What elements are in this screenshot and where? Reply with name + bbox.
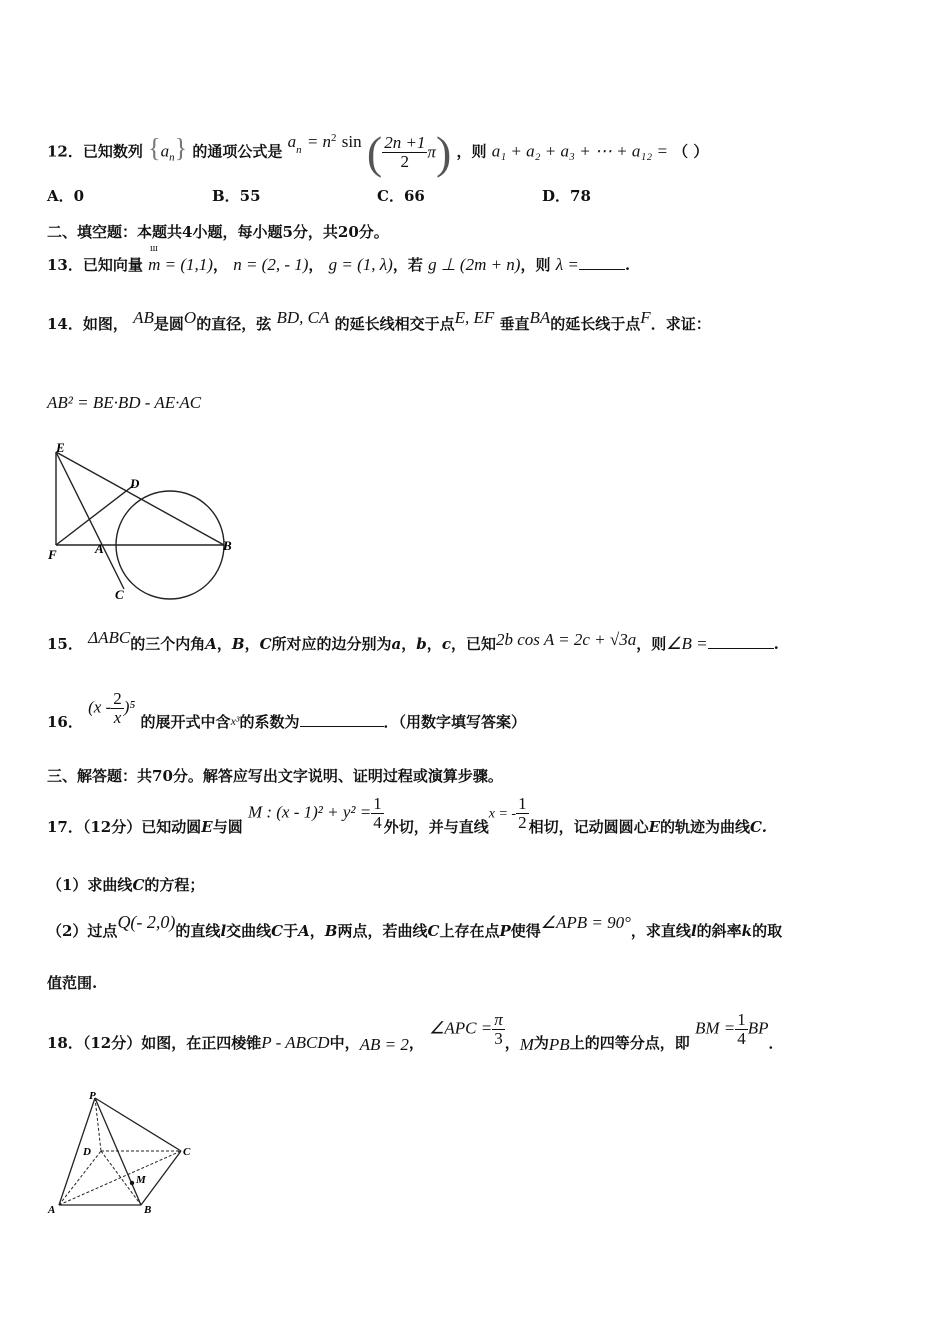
fig-label-c: C	[115, 587, 124, 602]
q12-text-3: ，则	[456, 142, 487, 161]
q16-line: 16． (x - $\frac{2}{x}$ )⁵ 的展开式中含$_{x^3}$的系数为 ．（用数字填写答案）	[47, 689, 527, 731]
angle-apb: ∠APB = 90°	[540, 913, 631, 932]
point-e: E, EF	[454, 308, 495, 327]
proof-statement: AB² = BE·BD - AE·AC	[47, 393, 202, 412]
fig-label-a: A	[48, 1204, 56, 1216]
option-b: B．55	[212, 187, 261, 205]
q18-line: 18．（12分）如图，在正四棱锥P - ABCD中，AB = 2， ∠APC = $\frac{\pi}{3}$ ，M为PB上的四等分点，即 BM = $\frac{1}{4}$ BP．	[47, 1010, 784, 1054]
answer-paren: （ ）	[673, 142, 709, 161]
q17-part2: （2）过点Q(- 2,0)的直线l交曲线C于A，B两点，若曲线C上存在点P使得∠APB = 90°，求直线l的斜率k的取	[47, 912, 783, 940]
fig-label-d: D	[83, 1146, 91, 1158]
perp-condition: g ⊥ (2m + n)	[428, 255, 521, 274]
q18-fraction: $\frac{\pi}{3}$	[494, 1010, 503, 1048]
section-2-heading: 二、填空题：本题共4小题，每小题5分，共20分。	[47, 223, 389, 241]
q17-part1: （1）求曲线C的方程；	[47, 876, 205, 894]
q13-text-1: 已知向量	[82, 256, 143, 274]
point-q: Q(- 2,0)	[117, 912, 176, 932]
seq-sub: n	[169, 151, 175, 164]
q13-line: 13．已知向量 ш m = (1,1)， n = (2, - 1)， g = (1, λ)，若 g ⊥ (2m + n)，则 λ = .	[47, 243, 631, 274]
brace-left: {	[148, 133, 161, 163]
q17-line-fraction: $\frac{1}{2}$	[518, 794, 527, 832]
formula-mid: = n	[306, 131, 332, 151]
q17-part2-cont: 值范围.	[47, 974, 98, 992]
q17-fraction: $\frac{1}{4}$	[373, 794, 382, 832]
vector-n: n = (2, - 1)	[233, 255, 309, 274]
brace-right: }	[174, 133, 188, 163]
option-c: C．66	[377, 187, 425, 205]
q15-equation: 2b cos A = 2c + √3a	[495, 630, 637, 649]
lambda: λ =	[555, 255, 579, 274]
seq-a: a	[160, 141, 170, 161]
fig-label-e: E	[56, 440, 65, 455]
angle-b: ∠B =	[666, 634, 708, 653]
point-m: M	[519, 1034, 534, 1054]
option-d: D．78	[542, 187, 591, 205]
seg-bp: BP	[747, 1018, 769, 1038]
vector-m: ш m = (1,1)	[148, 243, 213, 274]
answer-blank	[579, 268, 625, 270]
pyramid-pabcd: P - ABCD	[261, 1032, 330, 1052]
formula-sin: sin	[341, 131, 362, 151]
circle-o: O	[183, 308, 197, 327]
seg-pb: PB	[548, 1034, 570, 1054]
q16-fraction: $\frac{2}{x}$	[113, 689, 122, 727]
q14-figure	[44, 436, 244, 608]
section-3-heading: 三、解答题：共70分。解答应写出文字说明、证明过程或演算步骤。	[47, 767, 503, 785]
q15-line: 15． ΔABC的三个内角A，B，C所对应的边分别为a，b，c，已知2b cos A = 2c + √3a，则∠B = .	[47, 628, 779, 653]
expr-open: (x -	[88, 697, 112, 717]
answer-blank	[300, 725, 384, 727]
fig-label-a: A	[95, 541, 104, 556]
formula-lhs: a	[287, 131, 297, 151]
seg-ab: AB	[133, 308, 154, 327]
vector-g: g = (1, λ)	[328, 255, 393, 274]
chords: BD, CA	[276, 308, 330, 327]
q18-bm-fraction: $\frac{1}{4}$	[737, 1010, 746, 1048]
fig-label-m: M	[136, 1174, 146, 1186]
fig-label-b: B	[223, 538, 232, 553]
q12-text-2: 的通项公式是	[192, 142, 283, 161]
angle-apc: ∠APC =	[429, 1018, 493, 1038]
ab-length: AB = 2	[359, 1034, 409, 1054]
q12-text-1: 已知数列	[82, 142, 143, 161]
fig-label-c: C	[183, 1146, 191, 1158]
option-a: A．0	[47, 187, 85, 205]
triangle-abc: ΔABC	[88, 628, 131, 647]
seg-ba: BA	[529, 308, 551, 327]
fig-label-p: P	[89, 1090, 96, 1102]
q18-figure	[44, 1088, 204, 1218]
q12-line: 12．已知数列 $\{a_n\}$ 的通项公式是 $a_n = n^2$ sin ( $\frac{2n +1}{2}$ π) ，则 a₁ + a₂ + a₃ + ⋯ + a₁₂ = （ ）	[47, 127, 709, 178]
fig-label-f: F	[48, 547, 57, 562]
expr-close: )⁵	[123, 697, 136, 717]
pi-symbol: π	[427, 142, 436, 162]
point-m-dot	[130, 1181, 134, 1185]
line-equation: x = -	[488, 806, 517, 822]
bm-eq: BM =	[694, 1018, 736, 1038]
x-cubed: x³	[230, 713, 240, 728]
q12-sum: a₁ + a₂ + a₃ + ⋯ + a₁₂ =	[491, 141, 668, 161]
q17-line: 17．（12分）已知动圆E与圆 M : (x - 1)² + y² = $\frac{1}{4}$ 外切，并与直线x = - $\frac{1}{2}$ 相切，记动圆圆心E的轨迹为曲线C.	[47, 794, 767, 836]
q14-proof-line	[47, 393, 201, 413]
q12-fraction: $\frac{2n +1}{2}$	[384, 133, 426, 171]
point-f: F	[640, 308, 651, 327]
fig-label-b: B	[144, 1204, 152, 1216]
circle-m-equation: M : (x - 1)² + y² =	[247, 802, 372, 822]
fig-label-d: D	[130, 476, 140, 491]
answer-blank	[708, 647, 774, 649]
question-number: 12．	[47, 142, 83, 161]
q14-line: 14．如图， AB是圆O的直径，弦 BD, CA 的延长线相交于点E, EF 垂直BA的延长线于点F．求证：	[47, 308, 711, 333]
